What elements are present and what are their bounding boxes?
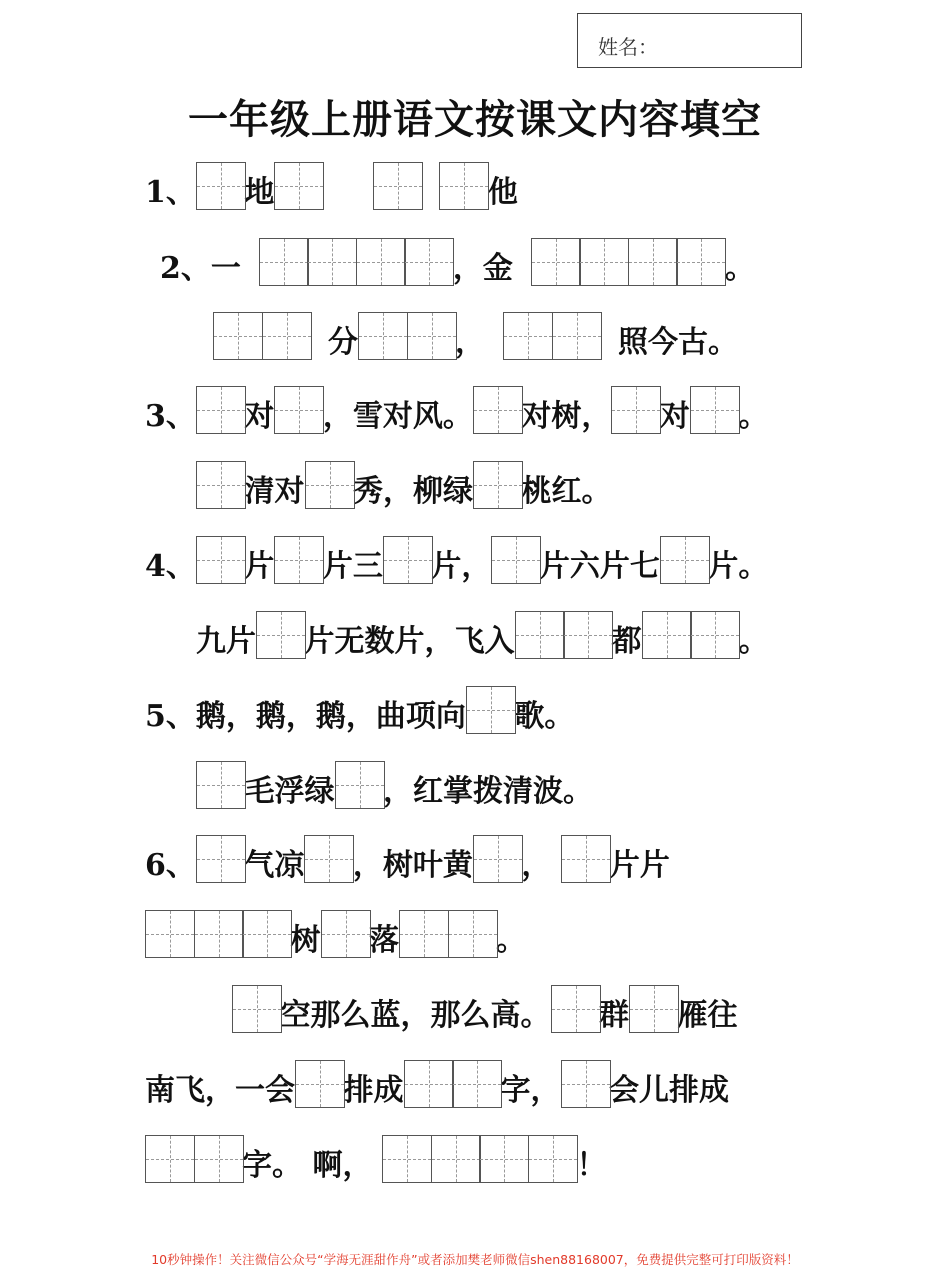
answer-box[interactable]: [473, 835, 523, 883]
answer-box[interactable]: [305, 461, 355, 509]
answer-box[interactable]: [452, 1060, 502, 1108]
answer-box[interactable]: [404, 1060, 454, 1108]
question-text: 清对: [244, 474, 305, 509]
question-text: ，雪对风。: [322, 399, 473, 434]
question-1-line: [145, 158, 518, 210]
answer-box[interactable]: [660, 536, 710, 584]
answer-box[interactable]: [358, 312, 408, 360]
question-text: 歌。: [514, 699, 575, 734]
answer-box[interactable]: [259, 238, 309, 286]
answer-box[interactable]: [145, 910, 195, 958]
question-text: 毛浮绿: [244, 774, 335, 809]
question-text: 树: [290, 923, 321, 958]
answer-box[interactable]: [690, 611, 740, 659]
question-6-line-2: [145, 906, 526, 958]
question-text: 南飞，一会: [145, 1073, 295, 1108]
answer-box[interactable]: [196, 461, 246, 509]
answer-box[interactable]: [531, 238, 581, 286]
question-4-line-2: [196, 607, 769, 659]
answer-box[interactable]: [262, 312, 312, 360]
answer-box[interactable]: [373, 162, 423, 210]
question-text: 九片: [196, 624, 256, 659]
question-text: 桃红。: [521, 474, 612, 509]
answer-box[interactable]: [503, 312, 553, 360]
question-text: 空那么蓝，那么高。: [280, 998, 551, 1033]
question-text: 雁往: [677, 998, 738, 1033]
question-text: 片六片七: [539, 549, 660, 584]
question-text: 。: [738, 624, 769, 659]
answer-box[interactable]: [196, 536, 246, 584]
answer-box[interactable]: [466, 686, 516, 734]
question-text: 片: [244, 549, 275, 584]
name-field[interactable]: [577, 13, 802, 68]
question-text: 对: [244, 399, 275, 434]
question-text: ，: [455, 325, 485, 360]
page-title: 一年级上册语文按课文内容填空: [188, 96, 762, 143]
answer-box[interactable]: [551, 985, 601, 1033]
answer-box[interactable]: [473, 386, 523, 434]
name-label: 姓名：: [598, 35, 658, 59]
question-number: 3、: [145, 399, 196, 434]
question-text: 排成: [343, 1073, 404, 1108]
question-5-line-1: [145, 682, 574, 734]
question-text: 落: [369, 923, 399, 958]
question-text: ，: [521, 848, 552, 883]
answer-box[interactable]: [407, 312, 457, 360]
question-text: 字，: [500, 1073, 561, 1108]
answer-box[interactable]: [383, 536, 433, 584]
answer-box[interactable]: [242, 910, 292, 958]
question-text: 对树，: [521, 399, 612, 434]
answer-box[interactable]: [611, 386, 661, 434]
footer-notice: 10秒钟操作！关注微信公众号“学海无涯甜作舟”或者添加樊老师微信shen88168007，免费提供完整可打印版资料！: [151, 1252, 799, 1267]
answer-box[interactable]: [194, 1135, 244, 1183]
question-number: 1、: [145, 175, 196, 210]
answer-box[interactable]: [196, 761, 246, 809]
answer-box[interactable]: [491, 536, 541, 584]
answer-box[interactable]: [335, 761, 385, 809]
answer-box[interactable]: [232, 985, 282, 1033]
question-text: 都: [611, 624, 642, 659]
answer-box[interactable]: [629, 985, 679, 1033]
answer-box[interactable]: [194, 910, 244, 958]
question-text: 群: [599, 998, 629, 1033]
question-text: 一: [210, 251, 241, 286]
answer-box[interactable]: [431, 1135, 481, 1183]
question-4-line-1: [145, 532, 768, 584]
answer-box[interactable]: [563, 611, 613, 659]
question-text: 照今古。: [618, 325, 738, 360]
question-3-line-1: [145, 382, 768, 434]
question-text: 片片: [609, 848, 670, 883]
answer-box[interactable]: [145, 1135, 195, 1183]
answer-box[interactable]: [690, 386, 740, 434]
answer-box[interactable]: [399, 910, 449, 958]
answer-box[interactable]: [473, 461, 523, 509]
answer-box[interactable]: [274, 162, 324, 210]
question-text: 气凉: [244, 848, 305, 883]
answer-box[interactable]: [304, 835, 354, 883]
question-text: 。: [724, 251, 755, 286]
answer-box[interactable]: [561, 835, 611, 883]
question-text: 片。: [708, 549, 769, 584]
question-text: 他: [487, 175, 518, 210]
answer-box[interactable]: [448, 910, 498, 958]
question-text: 会儿排成: [609, 1073, 729, 1108]
answer-box[interactable]: [256, 611, 306, 659]
answer-box[interactable]: [404, 238, 454, 286]
question-text: ，红掌拨清波。: [383, 774, 593, 809]
question-number: 2、: [160, 251, 211, 286]
answer-box[interactable]: [274, 536, 324, 584]
answer-box[interactable]: [213, 312, 263, 360]
question-number: 4、: [145, 549, 196, 584]
question-5-line-2: [196, 757, 593, 809]
answer-box[interactable]: [196, 835, 246, 883]
answer-box[interactable]: [528, 1135, 578, 1183]
answer-box[interactable]: [642, 611, 692, 659]
answer-box[interactable]: [561, 1060, 611, 1108]
question-6-line-5: [145, 1131, 606, 1183]
question-text: 秀，柳绿: [353, 474, 473, 509]
question-text: 片无数片，飞入: [304, 624, 515, 659]
answer-box[interactable]: [196, 162, 246, 210]
question-text: 。: [496, 923, 526, 958]
question-text: ，树叶黄: [352, 848, 473, 883]
question-text: 片，: [431, 549, 492, 584]
answer-box[interactable]: [307, 238, 357, 286]
question-6-line-1: [145, 831, 670, 883]
question-text: 鹅，鹅，鹅，曲项向: [195, 699, 466, 734]
answer-box[interactable]: [295, 1060, 345, 1108]
question-text: 字。 啊，: [242, 1148, 373, 1183]
question-text: 地: [244, 175, 275, 210]
answer-box[interactable]: [676, 238, 726, 286]
question-2-line-1: [160, 234, 755, 286]
answer-box[interactable]: [196, 386, 246, 434]
question-number: 6、: [145, 848, 196, 883]
answer-box[interactable]: [382, 1135, 432, 1183]
question-text: 片三: [322, 549, 383, 584]
answer-box[interactable]: [515, 611, 565, 659]
answer-box[interactable]: [628, 238, 678, 286]
question-text: 。: [738, 399, 769, 434]
question-6-line-3: [232, 981, 738, 1033]
answer-box[interactable]: [321, 910, 371, 958]
question-3-line-2: [196, 457, 612, 509]
question-number: 5、: [145, 699, 196, 734]
answer-box[interactable]: [439, 162, 489, 210]
question-text: ，金: [452, 251, 513, 286]
question-text: ！: [576, 1148, 607, 1183]
question-2-line-2: [213, 308, 738, 360]
question-6-line-4: [145, 1056, 729, 1108]
answer-box[interactable]: [552, 312, 602, 360]
question-text: 分: [328, 325, 358, 360]
answer-box[interactable]: [479, 1135, 529, 1183]
answer-box[interactable]: [356, 238, 406, 286]
question-text: 对: [659, 399, 690, 434]
answer-box[interactable]: [274, 386, 324, 434]
answer-box[interactable]: [579, 238, 629, 286]
